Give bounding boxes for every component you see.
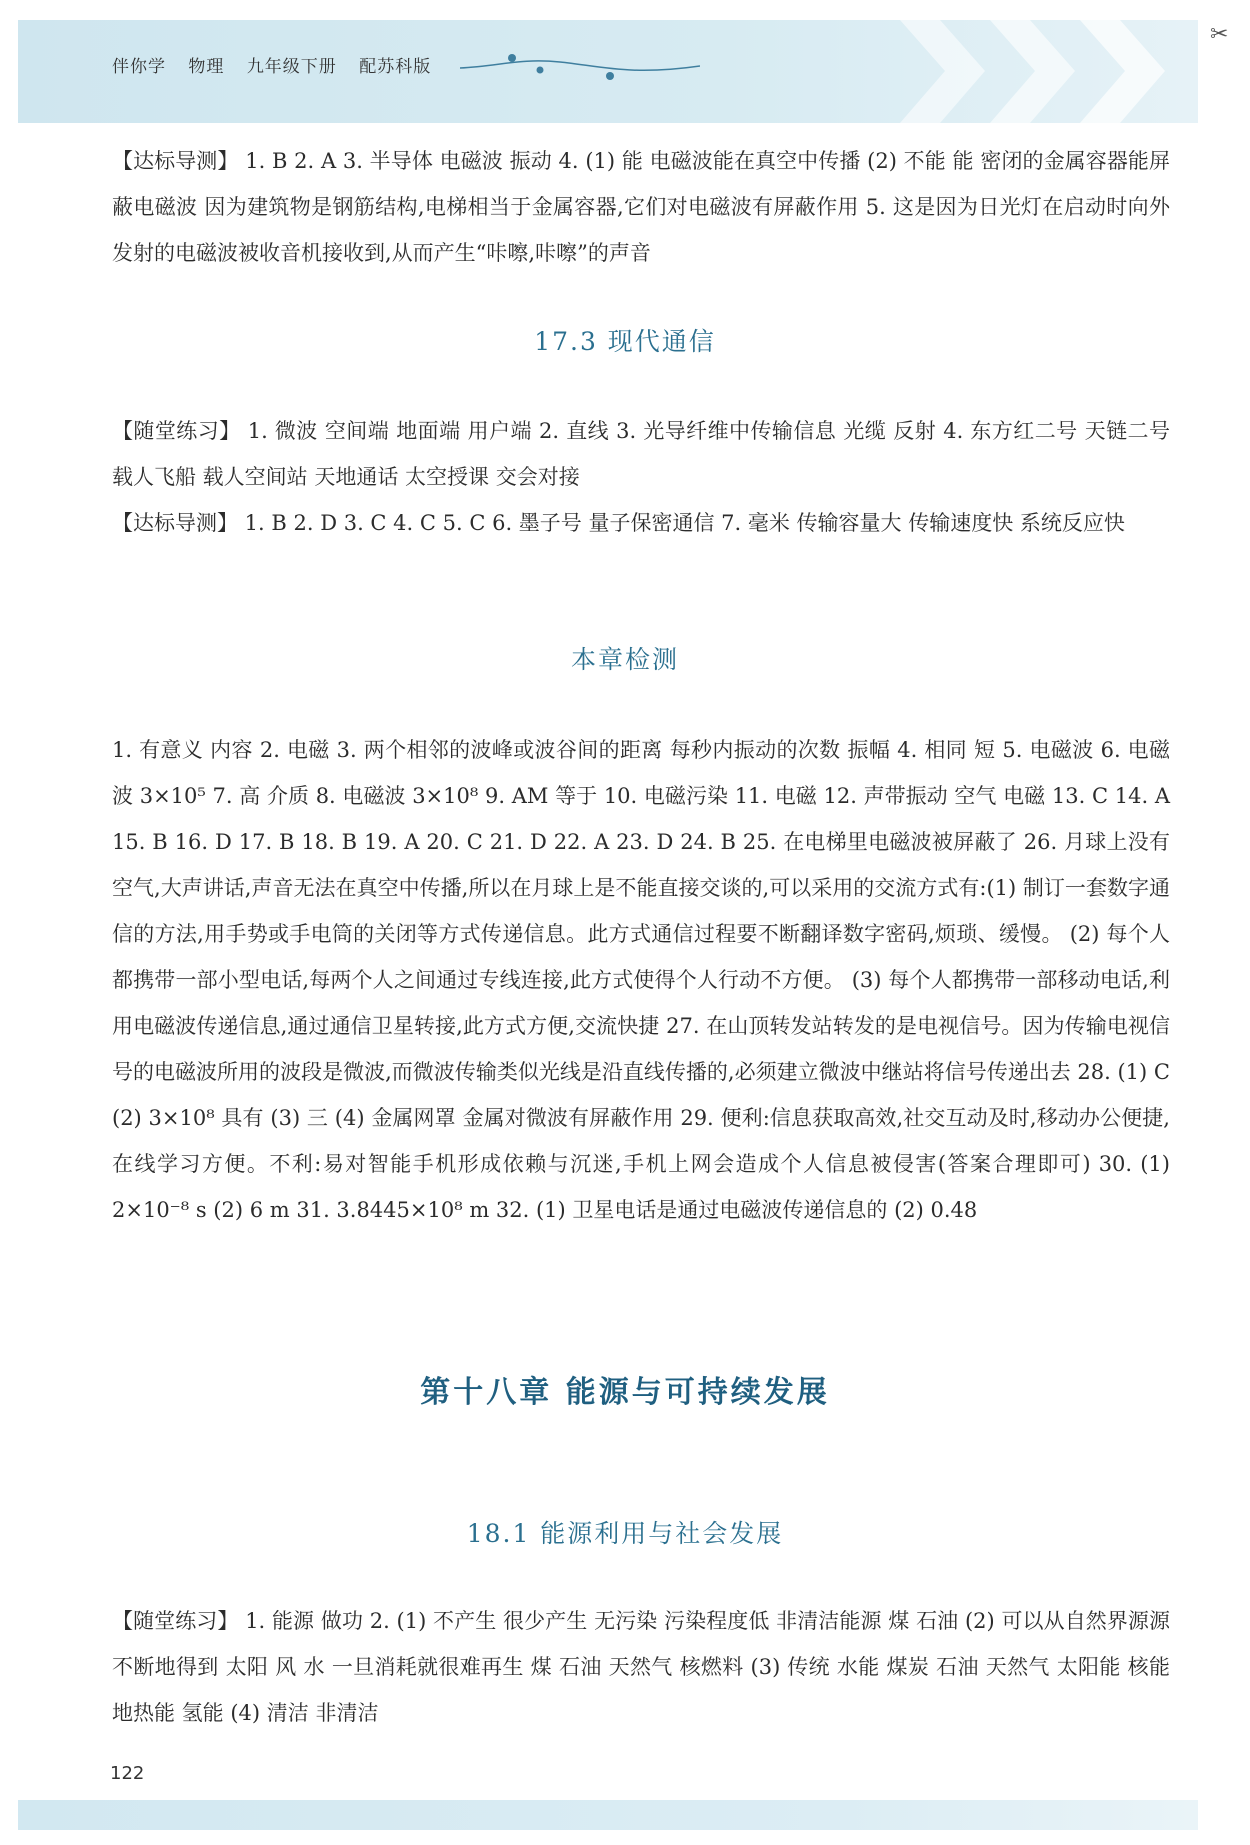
page-number: 122 bbox=[110, 1763, 145, 1784]
header-grade: 九年级下册 bbox=[246, 57, 337, 77]
footer-band bbox=[18, 1800, 1198, 1830]
header-chevron-decoration bbox=[900, 20, 1200, 123]
section-173-test-answers: 【达标导测】 1. B 2. D 3. C 4. C 5. C 6. 墨子号 量子保密通信 7. 毫米 传输容量大 传输速度快 系统反应快 bbox=[112, 511, 1125, 535]
chapter-check-answers: 1. 有意义 内容 2. 电磁 3. 两个相邻的波峰或波谷间的距离 每秒内振动的次数 振幅 4. 相同 短 5. 电磁波 6. 电磁波 3×10⁵ 7. 高 介质 8. 电磁波 3×10⁸ 9. AM 等于 10. 电磁污染 11. 电磁 12. 声带振动 空气 电磁 13. C 14. A 15. B 16. D 17. B 18. B 19. A 20. C 21. D 22. A 23. D 24. B 25. 在电梯里电磁波被屏蔽了 26. 月球上没有空气,大声讲话,声音无法在真空中传播,所以在月球上是不能直接交谈的,可以采用的交流方式有:(1) 制订一套数字通信的方法,用手势或手电筒的关闭等方式传递信息。此方式通信过程要不断翻译数字密码,烦琐、缓慢。 (2) 每个人都携带一部小型电话,每两个人之间通过专线连接,此方式使得个人行动不方便。 (3) 每个人都携带一部移动电话,利用电磁波传递信息,通过通信卫星转接,此方式方便,交流快捷 27. 在山顶转发站转发的是电视信号。因为传输电视信号的电磁波所用的波段是微波,而微波传输类似光线是沿直线传播的,必须建立微波中继站将信号传递出去 28. (1) C (2) 3×10⁸ 具有 (3) 三 (4) 金属网罩 金属对微波有屏蔽作用 29. 便利:信息获取高效,社交互动及时,移动办公便捷,在线学习方便。不利:易对智能手机形成依赖与沉迷,手机上网会造成个人信息被侵害(答案合理即可) 30. (1) 2×10⁻⁸ s (2) 6 m 31. 3.8445×10⁸ m 32. (1) 卫星电话是通过电磁波传递信息的 (2) 0.48 bbox=[112, 738, 1170, 1222]
header-book: 伴你学 bbox=[112, 57, 166, 77]
section-181-practice-answers: 【随堂练习】 1. 能源 做功 2. (1) 不产生 很少产生 无污染 污染程度低 非清洁能源 煤 石油 (2) 可以从自然界源源不断地得到 太阳 风 水 一旦消耗就很难再生 煤 石油 天然气 核燃料 (3) 传统 水能 煤炭 石油 天然气 太阳能 核能 地热能 氢能 (4) 清洁 非清洁 bbox=[112, 1609, 1171, 1725]
section-title-18-1: 18.1 能源利用与社会发展 bbox=[466, 1519, 784, 1548]
header-wave-decoration bbox=[460, 48, 700, 88]
section-title-17-3: 17.3 现代通信 bbox=[534, 327, 716, 356]
section-title-chapter-check: 本章检测 bbox=[570, 645, 679, 674]
header-subject: 物理 bbox=[188, 57, 225, 77]
section-173-practice-answers: 【随堂练习】 1. 微波 空间端 地面端 用户端 2. 直线 3. 光导纤维中传输信息 光缆 反射 4. 东方红二号 天链二号 载人飞船 载人空间站 天地通话 太空授课 交会对接 bbox=[112, 419, 1170, 489]
section-171-test-answers: 【达标导测】 1. B 2. A 3. 半导体 电磁波 振动 4. (1) 能 电磁波能在真空中传播 (2) 不能 能 密闭的金属容器能屏蔽电磁波 因为建筑物是钢筋结构,电梯相当于金属容器,它们对电磁波有屏蔽作用 5. 这是因为日光灯在启动时向外发射的电磁波被收音机接收到,从而产生“咔嚓,咔嚓”的声音 bbox=[112, 149, 1170, 265]
scissor-mark-icon: ✂ bbox=[1210, 22, 1229, 47]
header-edition: 配苏科版 bbox=[359, 57, 432, 77]
chapter-18-title: 第十八章 能源与可持续发展 bbox=[420, 1375, 830, 1410]
header-text bbox=[112, 52, 447, 77]
